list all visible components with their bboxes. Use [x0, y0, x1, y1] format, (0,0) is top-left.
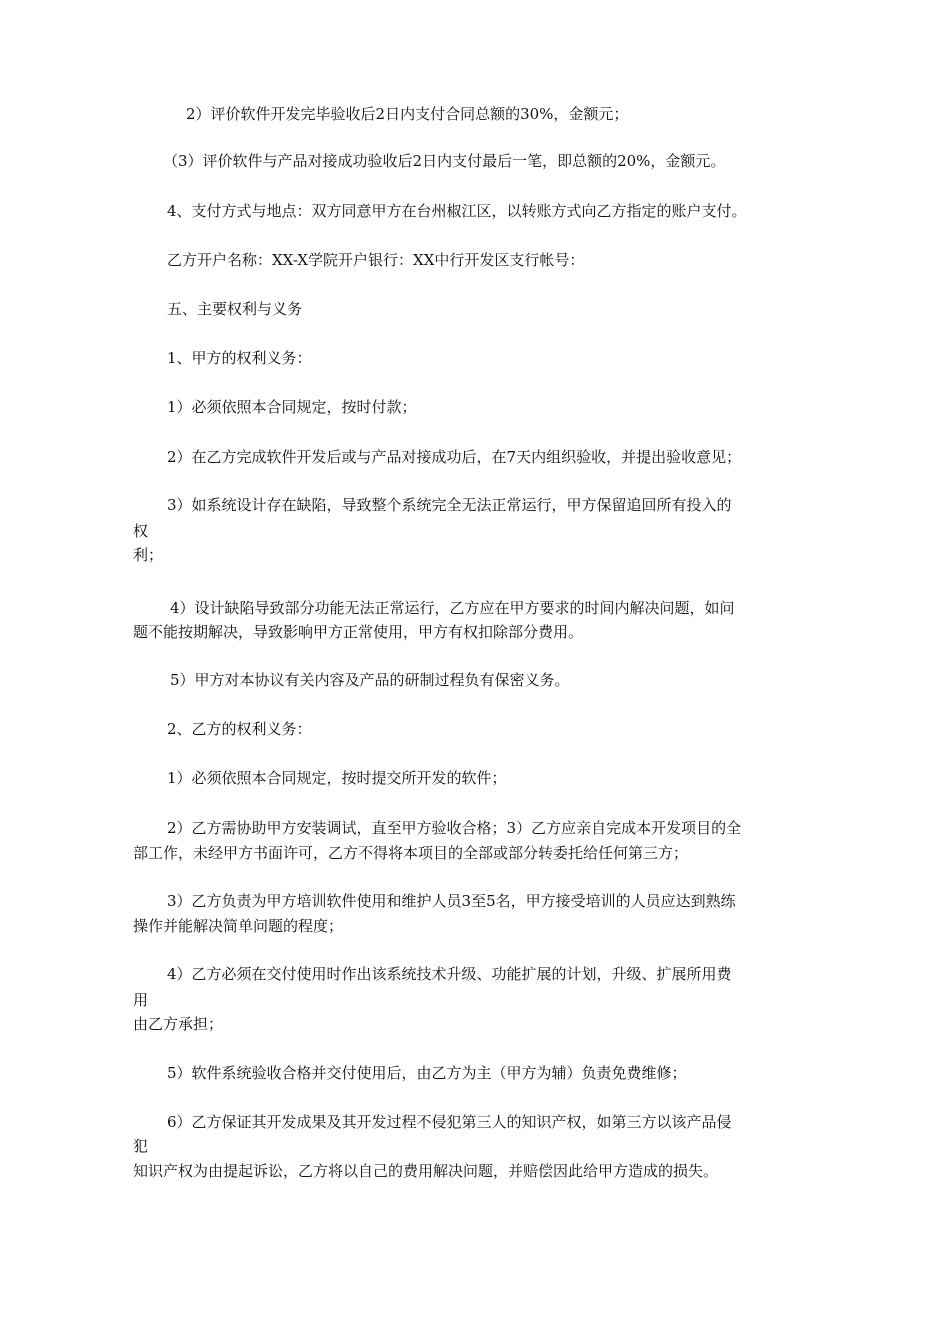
text-line: 4）乙方必须在交付使用时作出该系统技术升级、功能扩展的计划，升级、扩展所用费 [167, 965, 732, 983]
text-line: 3）如系统设计存在缺陷，导致整个系统完全无法正常运行，甲方保留追回所有投入的 [167, 496, 732, 514]
text-line: 5）软件系统验收合格并交付使用后，由乙方为主（甲方为辅）负责免费维修； [167, 1064, 687, 1082]
text-line: 题不能按期解决，导致影响甲方正常使用，甲方有权扣除部分费用。 [133, 623, 584, 641]
text-line: 利； [133, 546, 164, 564]
subsection-heading: 2、乙方的权利义务： [167, 720, 312, 738]
text-line: 由乙方承担； [133, 1015, 224, 1033]
text-line: 4）设计缺陷导致部分功能无法正常运行，乙方应在甲方要求的时间内解决问题，如问 [170, 599, 735, 617]
text-line: 5）甲方对本协议有关内容及产品的研制过程负有保密义务。 [170, 671, 570, 689]
subsection-heading: 1、甲方的权利义务： [167, 349, 312, 367]
text-line: 部工作，未经甲方书面许可，乙方不得将本项目的全部或部分转委托给任何第三方； [133, 844, 689, 862]
text-line: （3）评价软件与产品对接成功验收后2日内支付最后一笔，即总额的20%，金额元。 [163, 152, 726, 170]
text-line: 犯 [133, 1137, 149, 1155]
text-line: 知识产权为由提起诉讼，乙方将以自己的费用解决问题，并赔偿因此给甲方造成的损失。 [133, 1162, 719, 1180]
text-line: 2）在乙方完成软件开发后或与产品对接成功后，在7天内组织验收，并提出验收意见； [167, 448, 742, 466]
text-line: 权 [133, 522, 149, 540]
text-line: 乙方开户名称：XX-X学院开户银行：XX中行开发区支行帐号： [167, 251, 585, 269]
text-line: 1）必须依照本合同规定，按时付款； [167, 398, 417, 416]
text-line: 用 [133, 991, 149, 1009]
text-line: 操作并能解决简单问题的程度； [133, 917, 344, 935]
text-line: 3）乙方负责为甲方培训软件使用和维护人员3至5名，甲方接受培训的人员应达到熟练 [167, 892, 736, 910]
text-line: 6）乙方保证其开发成果及其开发过程不侵犯第三人的知识产权，如第三方以该产品侵 [167, 1113, 732, 1131]
text-line: 2）评价软件开发完毕验收后2日内支付合同总额的30%，金额元； [186, 105, 629, 123]
text-line: 1）必须依照本合同规定，按时提交所开发的软件； [167, 769, 507, 787]
text-line: 4、支付方式与地点：双方同意甲方在台州椒江区，以转账方式向乙方指定的账户支付。 [167, 202, 747, 220]
text-line: 2）乙方需协助甲方安装调试，直至甲方验收合格；3）乙方应亲自完成本开发项目的全 [167, 819, 742, 837]
section-heading: 五、主要权利与义务 [167, 300, 303, 318]
